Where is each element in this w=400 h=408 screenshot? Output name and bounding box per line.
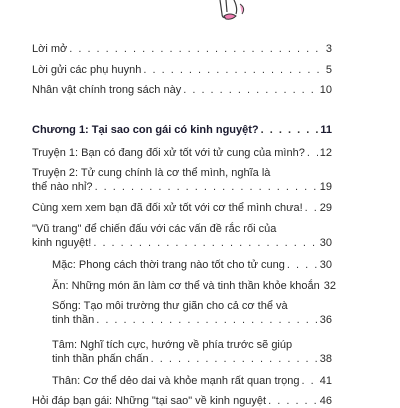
toc-page-number: 12 [319,147,332,159]
toc-page-number: 30 [319,259,332,271]
toc-entry-hoi-dap[interactable] [32,394,332,408]
toc-entry-loi-gui-phu-huynh[interactable] [32,63,332,77]
toc-leader-dots [143,63,324,77]
toc-entry-title-line1: Tâm: Nghĩ tích cực, hướng về phía trước sẽ giúp [52,339,293,351]
toc-page-number: 32 [323,280,336,292]
toc-page-number: 11 [320,124,332,136]
toc-leader-dots [96,313,318,327]
girl-illustration-icon [212,0,252,22]
toc-entry-title: Hỏi đáp bạn gái: Những "tại sao" về kinh nguyệt [32,395,267,407]
toc-page-number: 3 [325,43,332,55]
toc-entry-truyen-1[interactable] [32,146,332,160]
toc-page-number: 38 [319,353,332,365]
toc-leader-dots [287,258,318,272]
toc-entry-song[interactable] [52,299,332,327]
toc-entry-than[interactable] [52,374,332,388]
toc-page-number: 30 [319,237,332,249]
toc-entry-cung-xem-xem[interactable] [32,201,332,215]
toc-chapter-1[interactable] [32,123,332,137]
toc-chapter-title: Chương 1: Tại sao con gái có kinh nguyệt? [32,124,259,136]
toc-leader-dots [183,83,318,97]
toc-page-number: 29 [319,202,332,214]
toc-page-number: 36 [319,314,332,326]
toc-entry-title: Cùng xem xem bạn đã đối xử tốt với cơ thể mình chưa! [32,202,303,214]
toc-entry-title-line2: thể nào nhỉ? [32,181,93,193]
toc-page-number: 46 [319,395,332,407]
toc-entry-truyen-2[interactable] [32,166,332,194]
toc-entry-title-line2: tinh thần phấn chấn [52,353,149,365]
toc-entry-nhan-vat-chinh[interactable] [32,83,332,97]
toc-entry-vu-trang[interactable] [32,222,332,250]
toc-page-number: 41 [319,375,332,387]
toc-entry-title-line2: kinh nguyệt! [32,237,92,249]
toc-entry-title: Mặc: Phong cách thời trang nào tốt cho tử cung [52,259,285,271]
toc-leader-dots [93,236,317,250]
toc-page-number: 19 [319,181,332,193]
toc-leader-dots [69,42,324,56]
toc-leader-dots [307,146,318,160]
toc-entry-title-line1: Sống: Tạo môi trường thư giãn cho cả cơ thể và [52,300,288,312]
toc-page-number: 5 [325,64,332,76]
toc-entry-title-line2: tinh thần [52,314,95,326]
toc-entry-an[interactable] [52,279,336,293]
toc-leader-dots [268,394,318,408]
toc-entry-title-line1: "Vũ trang" để chiến đấu với các vấn đề rắc rối của [32,223,277,235]
toc-entry-title-line1: Truyện 2: Tử cung chính là cơ thể mình, nghĩa là [32,167,271,179]
toc-entry-title: Thân: Cơ thể dẻo dai và khỏe mạnh rất quan trọng [52,375,300,387]
toc-entry-mac[interactable] [52,258,332,272]
toc-leader-dots [95,180,318,194]
toc-leader-dots [305,201,318,215]
toc-entry-loi-mo[interactable] [32,42,332,56]
toc-entry-title: Nhân vật chính trong sách này [32,84,182,96]
toc-leader-dots [261,123,319,137]
toc-entry-title: Lời mở [32,43,68,55]
toc-leader-dots [151,352,318,366]
toc-leader-dots [302,374,318,388]
toc-entry-title: Truyện 1: Bạn có đang đối xử tốt với tử cung của mình? [32,147,305,159]
toc-entry-tam[interactable] [52,338,332,366]
toc-entry-title: Ăn: Những món ăn làm cơ thể và tinh thần khỏe khoắn [52,280,320,292]
toc-entry-title: Lời gửi các phụ huynh [32,64,142,76]
toc-page-number: 10 [319,84,332,96]
